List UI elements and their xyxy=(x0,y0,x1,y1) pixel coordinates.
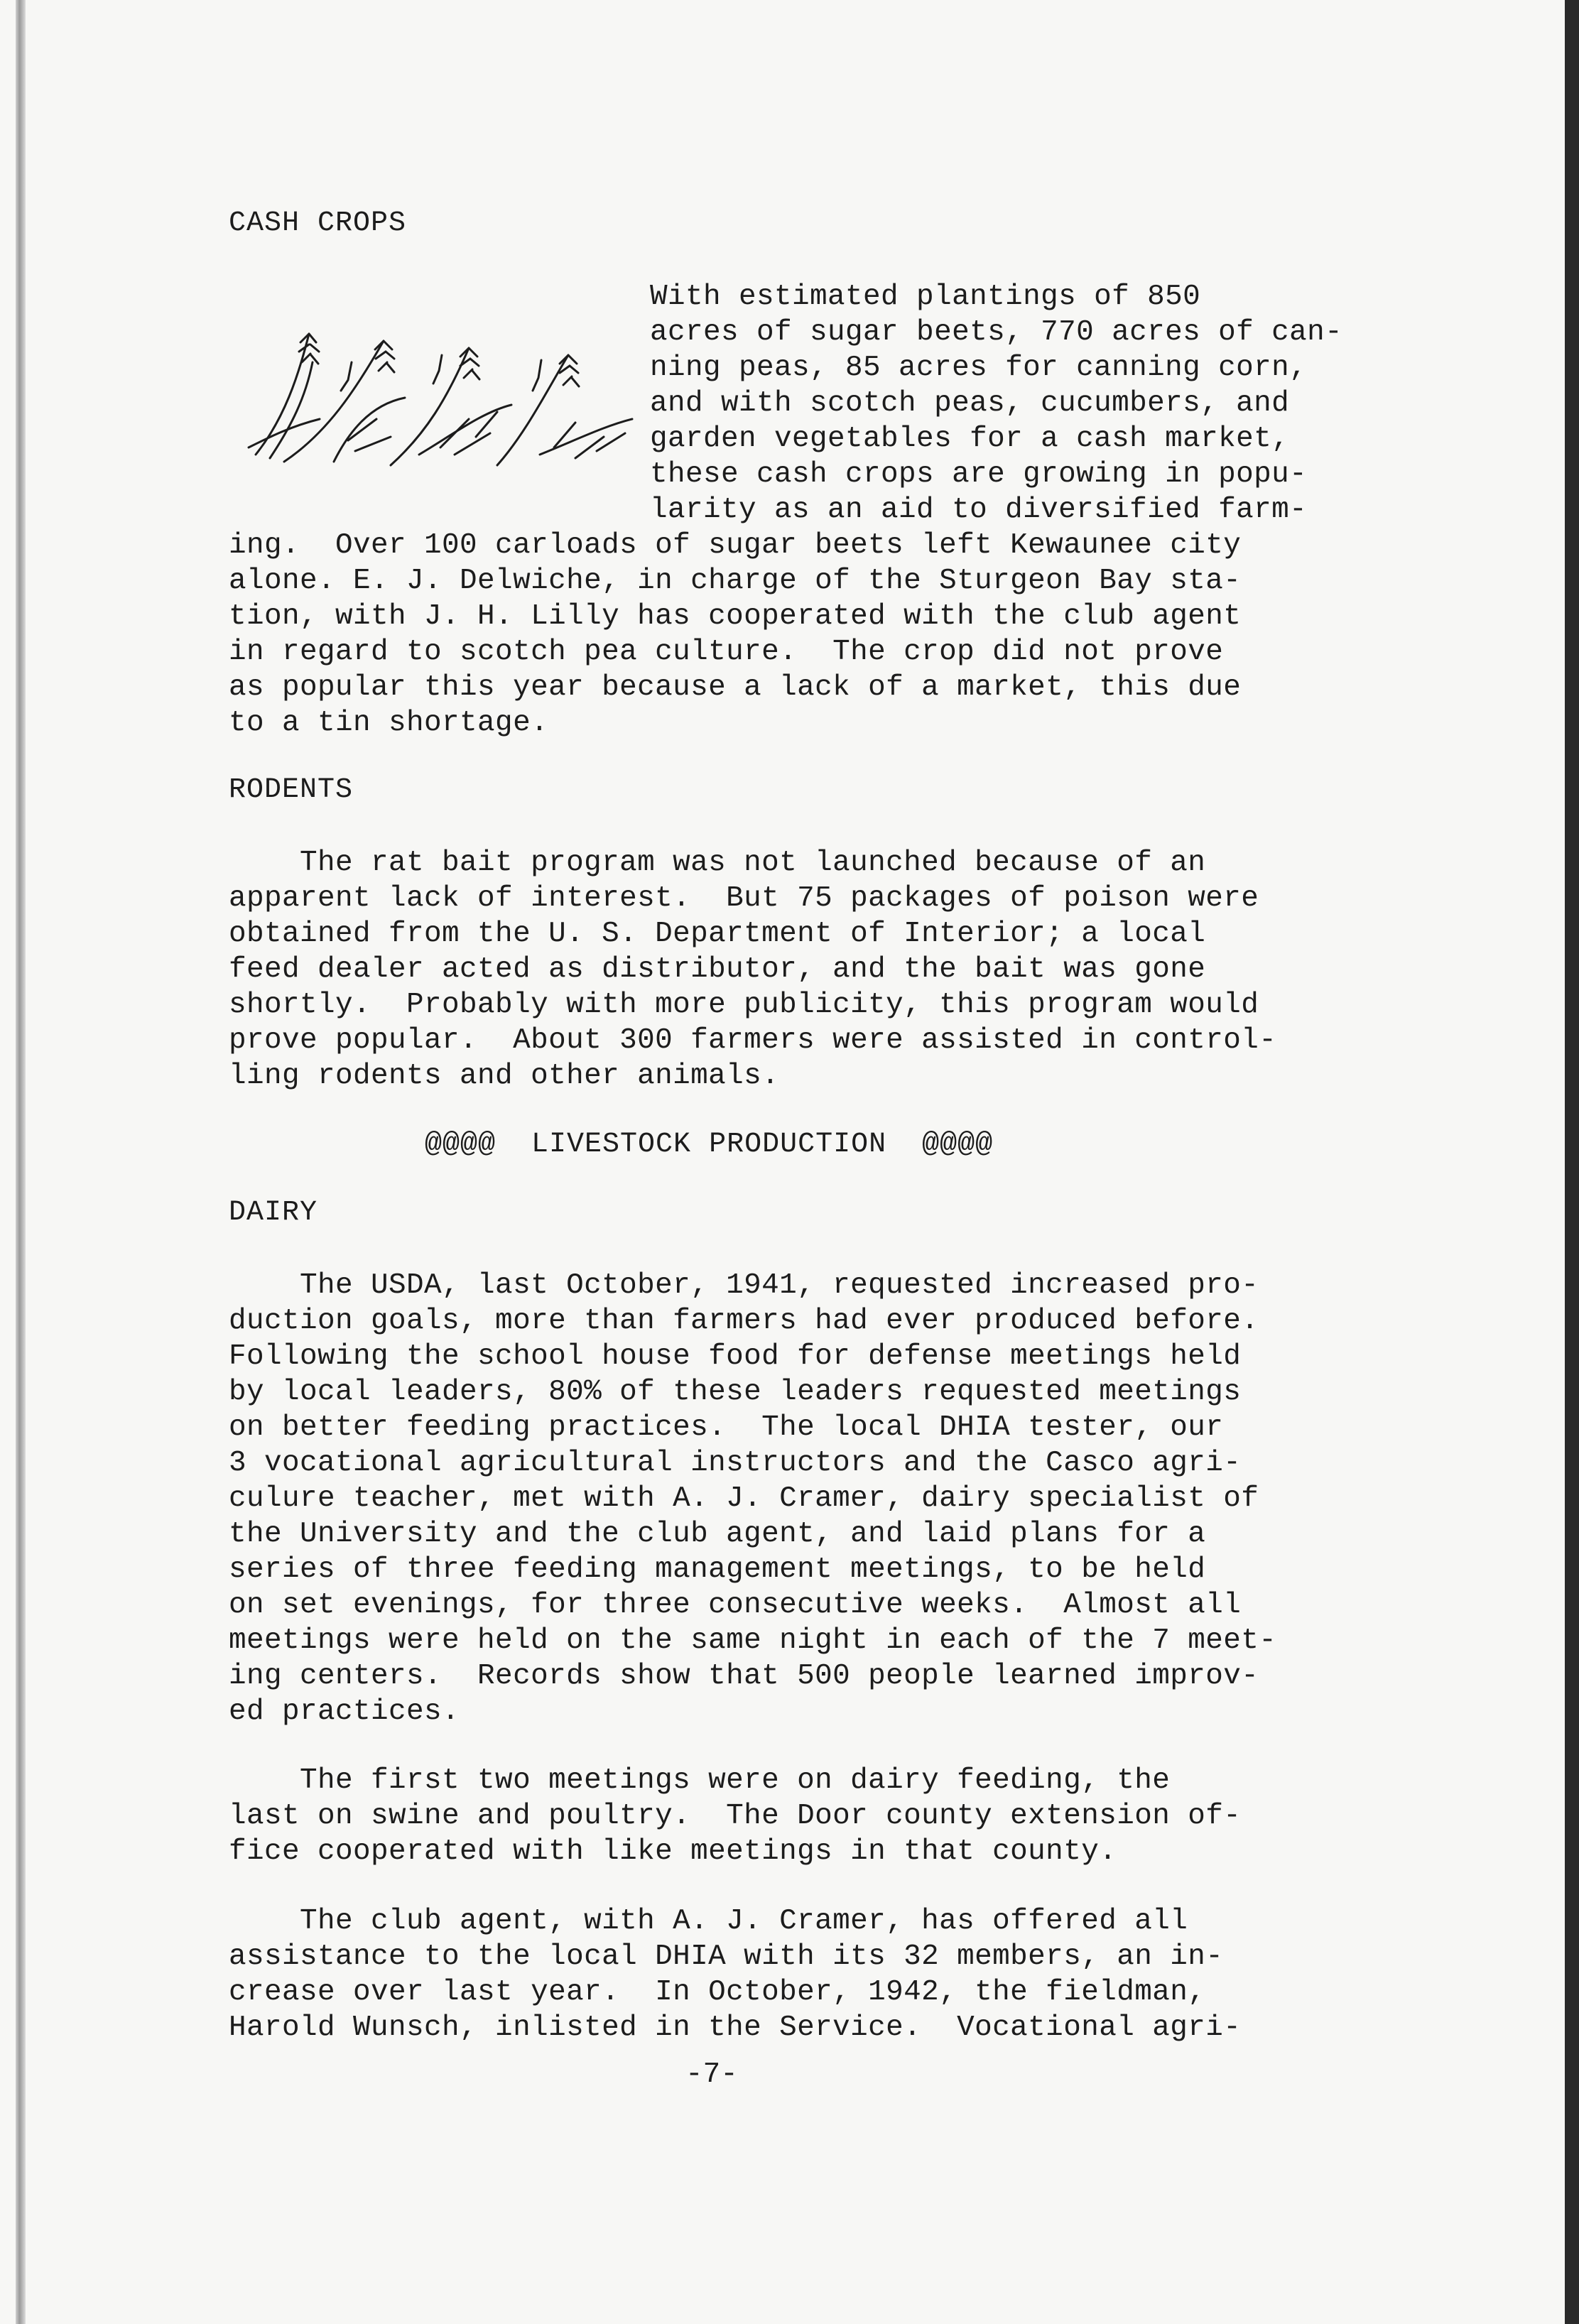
dairy-p2-line-3: fice cooperated with like meetings in that county. xyxy=(229,1835,1117,1868)
rodents-heading: RODENTS xyxy=(229,774,354,806)
cash-crops-line-4: and with scotch peas, cucumbers, and xyxy=(650,387,1290,420)
rodents-line-4: feed dealer acted as distributor, and the bait was gone xyxy=(229,953,1206,986)
dairy-p1-line-6: 3 vocational agricultural instructors and the Casco agri- xyxy=(229,1447,1242,1479)
dairy-p1-line-1: The USDA, last October, 1941, requested increased pro- xyxy=(229,1269,1259,1302)
dairy-p2-line-1: The first two meetings were on dairy feeding, the xyxy=(229,1764,1171,1797)
dairy-p1-line-3: Following the school house food for defense meetings held xyxy=(229,1340,1242,1373)
dairy-p1-line-7: culure teacher, met with A. J. Cramer, dairy specialist of xyxy=(229,1482,1259,1515)
dairy-p1-line-10: on set evenings, for three consecutive weeks. Almost all xyxy=(229,1589,1242,1622)
rodents-line-1: The rat bait program was not launched because of an xyxy=(229,847,1206,879)
cash-crops-line-2: acres of sugar beets, 770 acres of can- xyxy=(650,316,1343,349)
dairy-p2-line-2: last on swine and poultry. The Door county extension of- xyxy=(229,1800,1242,1832)
dairy-heading: DAIRY xyxy=(229,1197,318,1229)
cash-crops-heading: CASH CROPS xyxy=(229,207,407,239)
dairy-p1-line-4: by local leaders, 80% of these leaders requested meetings xyxy=(229,1376,1242,1408)
rodents-line-6: prove popular. About 300 farmers were assisted in control- xyxy=(229,1024,1277,1057)
dairy-p3-line-4: Harold Wunsch, inlisted in the Service. Vocational agri- xyxy=(229,2011,1242,2044)
cash-crops-line-11: in regard to scotch pea culture. The crop did not prove xyxy=(229,636,1224,668)
cash-crops-line-13: to a tin shortage. xyxy=(229,707,549,739)
livestock-production-heading: @@@@ LIVESTOCK PRODUCTION @@@@ xyxy=(425,1129,994,1161)
cash-crops-line-10: tion, with J. H. Lilly has cooperated with the club agent xyxy=(229,600,1242,633)
cash-crops-line-12: as popular this year because a lack of a market, this due xyxy=(229,671,1242,704)
rodents-line-3: obtained from the U. S. Department of Interior; a local xyxy=(229,918,1206,950)
cash-crops-line-8: ing. Over 100 carloads of sugar beets left Kewaunee city xyxy=(229,529,1242,562)
dairy-p3-line-1: The club agent, with A. J. Cramer, has offered all xyxy=(229,1905,1188,1938)
dairy-p1-line-5: on better feeding practices. The local DHIA tester, our xyxy=(229,1411,1224,1444)
rodents-line-7: ling rodents and other animals. xyxy=(229,1060,780,1092)
cash-crops-line-5: garden vegetables for a cash market, xyxy=(650,423,1290,455)
dairy-p1-line-11: meetings were held on the same night in each of the 7 meet- xyxy=(229,1624,1277,1657)
page-left-edge xyxy=(16,0,26,2324)
dairy-p3-line-3: crease over last year. In October, 1942, the fieldman, xyxy=(229,1976,1206,2009)
dairy-p1-line-2: duction goals, more than farmers had ever produced before. xyxy=(229,1305,1259,1337)
dairy-p1-line-13: ed practices. xyxy=(229,1695,460,1728)
page-right-edge xyxy=(1565,0,1579,2324)
page-number: -7- xyxy=(685,2058,738,2091)
dairy-p1-line-8: the University and the club agent, and laid plans for a xyxy=(229,1518,1206,1551)
cash-crops-line-6: these cash crops are growing in popu- xyxy=(650,458,1308,491)
cash-crops-line-9: alone. E. J. Delwiche, in charge of the Sturgeon Bay sta- xyxy=(229,565,1242,597)
dairy-p1-line-9: series of three feeding management meetings, to be held xyxy=(229,1553,1206,1586)
cash-crops-line-3: ning peas, 85 acres for canning corn, xyxy=(650,352,1308,384)
grain-stalks-illustration xyxy=(242,313,639,469)
rodents-line-5: shortly. Probably with more publicity, this program would xyxy=(229,989,1259,1021)
dairy-p1-line-12: ing centers. Records show that 500 people learned improv- xyxy=(229,1660,1259,1693)
cash-crops-line-7: larity as an aid to diversified farm- xyxy=(650,494,1308,526)
rodents-line-2: apparent lack of interest. But 75 packages of poison were xyxy=(229,882,1259,915)
cash-crops-line-1: With estimated plantings of 850 xyxy=(650,281,1201,313)
dairy-p3-line-2: assistance to the local DHIA with its 32 members, an in- xyxy=(229,1940,1224,1973)
